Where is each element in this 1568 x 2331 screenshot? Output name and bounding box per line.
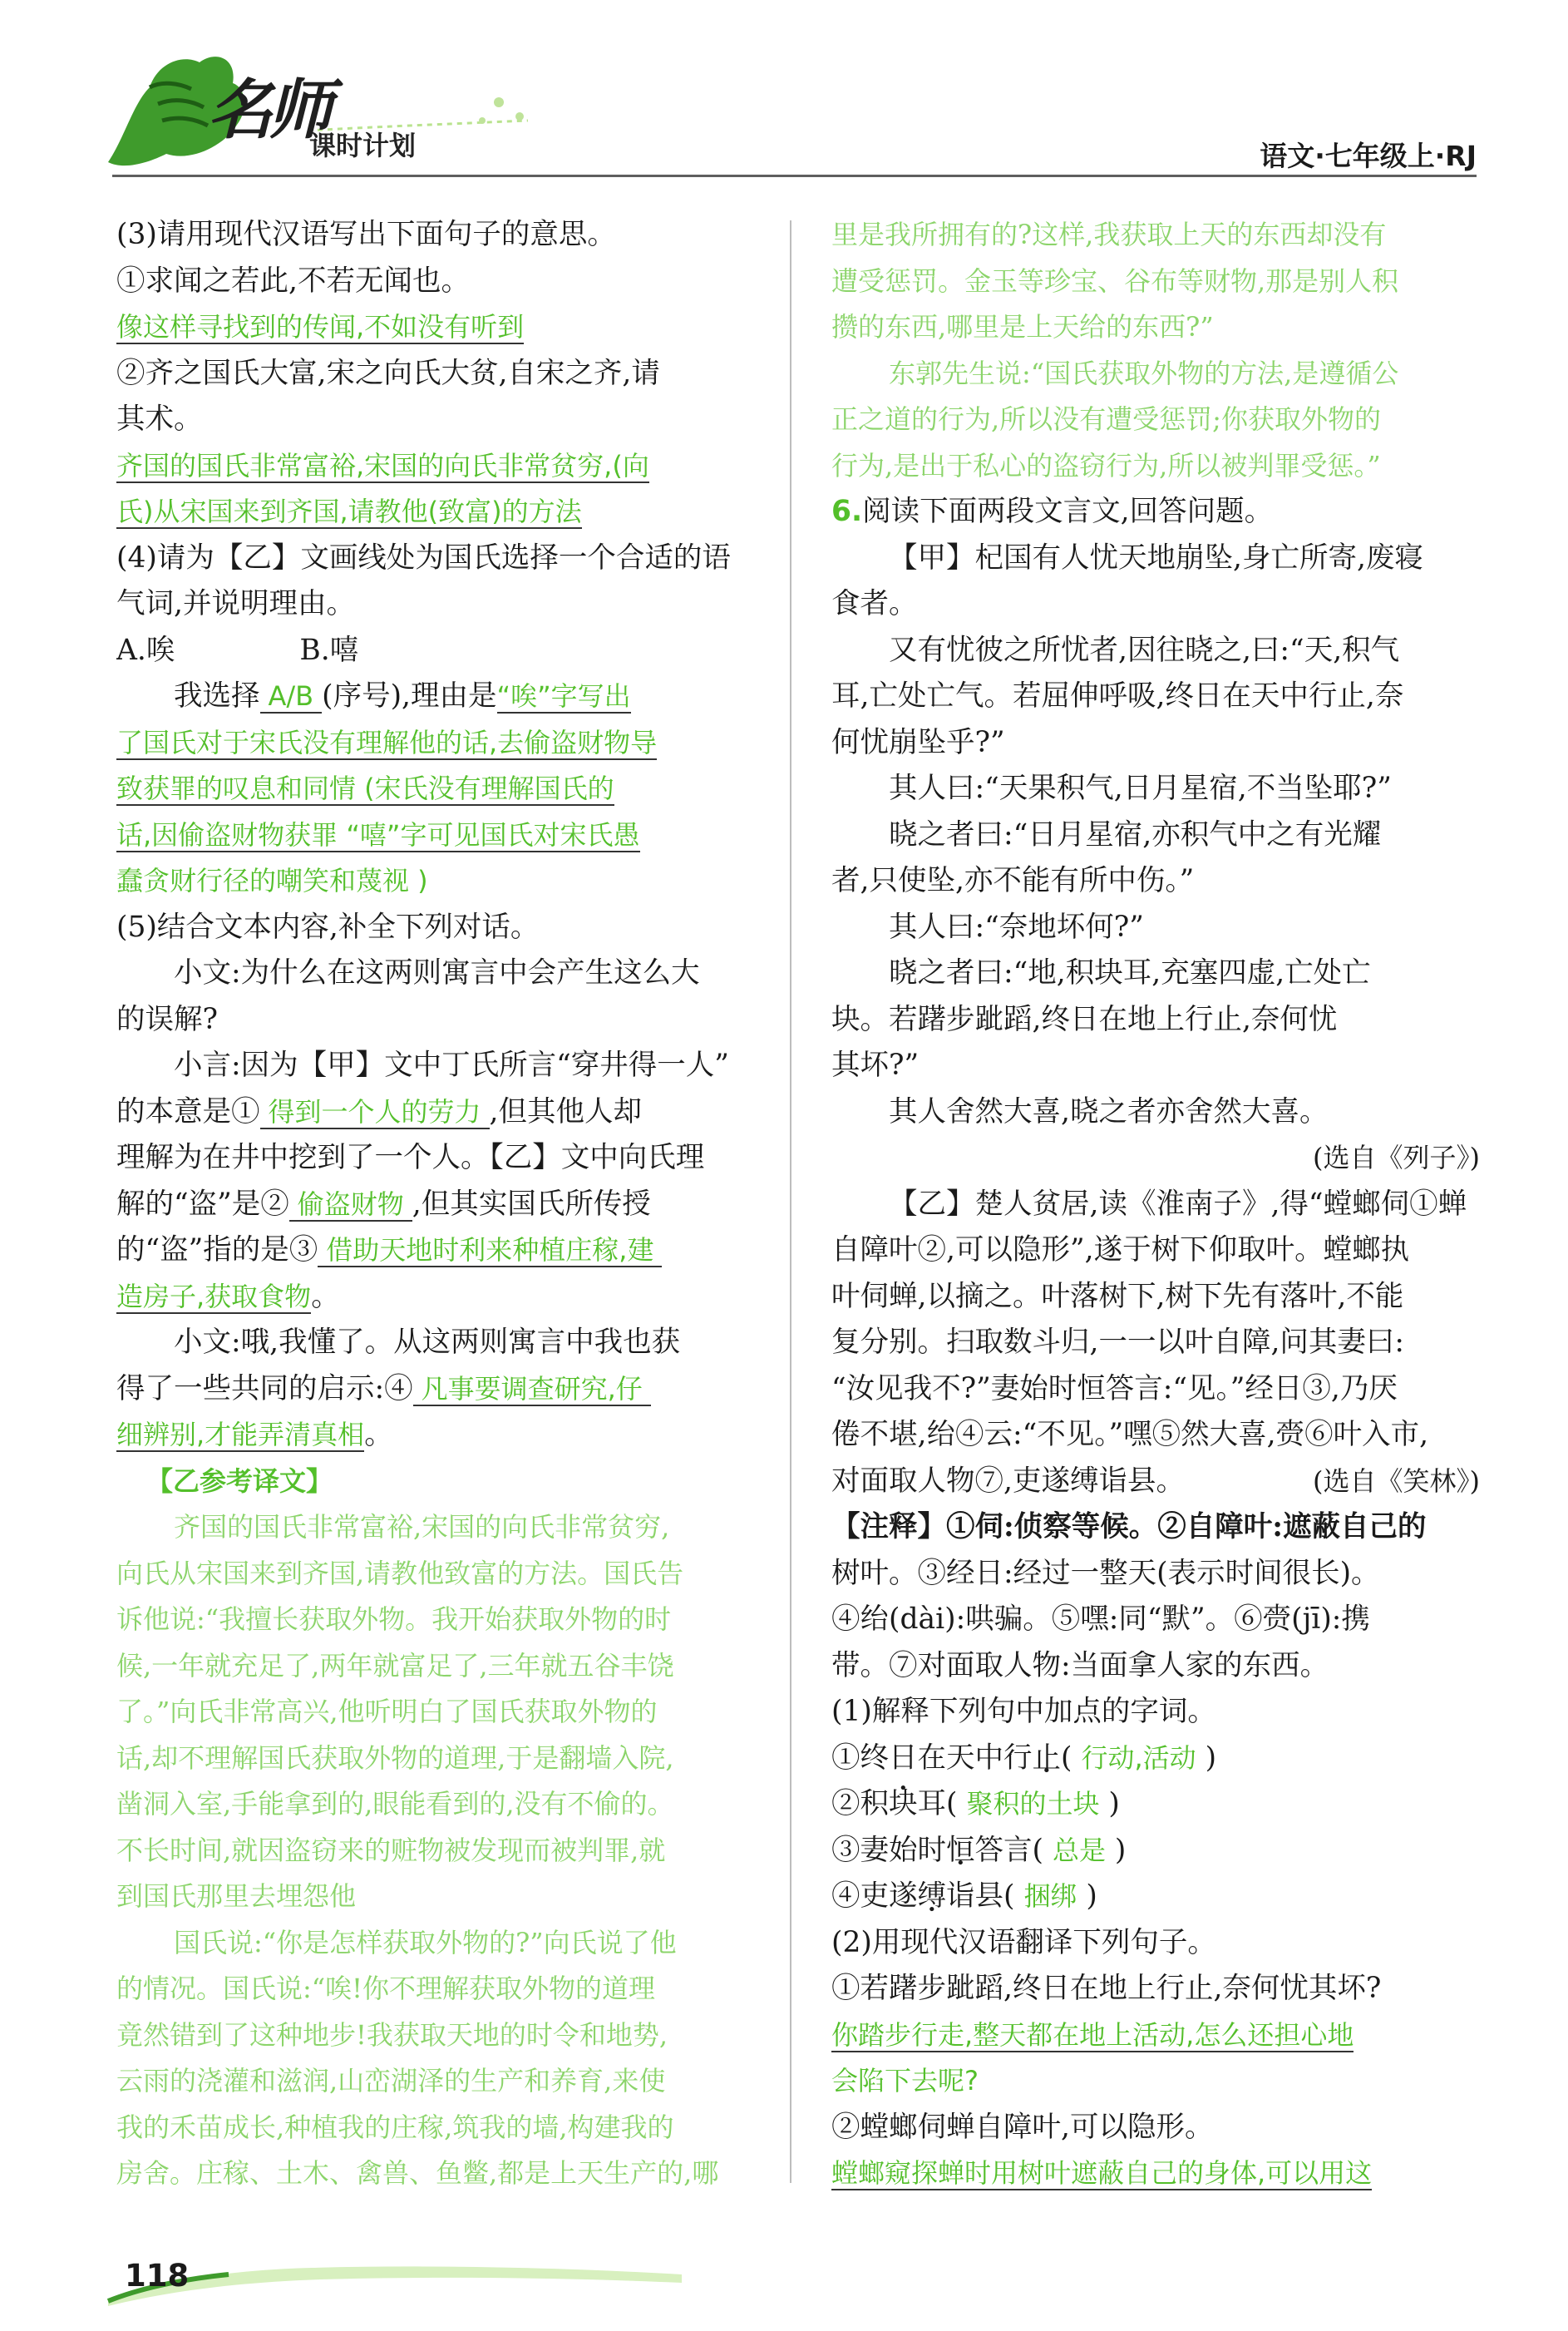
passage-jia: 晓之者曰:“地,积块耳,充塞四虚,亡处亡	[889, 956, 1371, 990]
passage-jia: 何忧崩坠乎?”	[831, 725, 1005, 759]
answer-line: 齐国的国氏非常富裕,宋国的向氏非常贫穷,(向	[116, 449, 649, 482]
blank-4-cont: 细辨别,才能弄清真相	[116, 1419, 365, 1450]
header-rule	[112, 175, 1477, 177]
subject-label: 语文·七年级上·RJ	[1260, 140, 1477, 172]
dialogue-text: 。	[364, 1418, 393, 1451]
dialogue-text: 解的“盗”是②	[116, 1187, 289, 1221]
question-4: (4)请为【乙】文画线处为国氏选择一个合适的语	[116, 541, 731, 575]
passage-yi: 自障叶②,可以隐形”,遂于树下仰取叶。螳螂执	[831, 1233, 1410, 1267]
word-answer: 总是	[1052, 1834, 1106, 1866]
blank-2: 偷盗财物	[289, 1188, 412, 1222]
blank-4: 凡事要调查研究,仔	[413, 1373, 651, 1406]
answer-line: 像这样寻找到的传闻,不如没有听到	[116, 311, 525, 343]
dotted-char: 缚	[917, 1879, 946, 1913]
translation-answer: 螳螂窥探蝉时用树叶遮蔽自己的身体,可以用这	[831, 2157, 1373, 2189]
choose-mid: (序号),理由是	[322, 679, 497, 713]
notes: 树叶。③经日:经过一整天(表示时间很长)。	[831, 1556, 1380, 1590]
dialogue-line: 的误解?	[116, 1002, 218, 1036]
passage-yi: 复分别。扫取数斗归,一一以叶自障,问其妻曰:	[831, 1326, 1405, 1359]
dialogue-line: 小文:为什么在这两则寓言中会产生这么大	[174, 956, 700, 990]
dotted-char: 恒	[946, 1833, 975, 1867]
word-item: )	[1077, 1879, 1097, 1913]
word-answer: 行动,活动	[1081, 1741, 1196, 1774]
dotted-char: 块	[889, 1787, 918, 1820]
dotted-char: 止	[1032, 1741, 1061, 1775]
translate-sentence-1: ①若躇步跐蹈,终日在地上行止,奈何忧其坏?	[831, 1972, 1382, 2005]
notes: 【注释】①伺:侦察等候。②自障叶:遮蔽自己的	[831, 1510, 1427, 1543]
reference-line: 向氏从宋国来到齐国,请教他致富的方法。国氏告	[116, 1557, 684, 1589]
reference-title: 【乙参考译文】	[146, 1464, 333, 1497]
passage-jia: 其人曰:“奈地坏何?”	[889, 910, 1144, 944]
sentence-2: ②齐之国氏大富,宋之向氏大贫,自宋之齐,请	[116, 356, 660, 390]
source-liezi: (选自《列子》)	[1313, 1142, 1480, 1173]
brand-subtitle: 课时计划	[309, 130, 417, 161]
option-b: B.嘻	[299, 633, 359, 667]
passage-yi: 倦不堪,绐④云:“不见。”嘿⑤然大喜,赍⑥叶入市,	[831, 1418, 1429, 1451]
reason-answer: 话,因偷盗财物获罪 “嘻”字可见国氏对宋氏愚	[116, 818, 640, 851]
passage-jia: 块。若躇步跐蹈,终日在地上行止,奈何忧	[831, 1002, 1338, 1036]
right-column	[831, 212, 1480, 2197]
notes: ④绐(dài):哄骗。⑤嘿:同“默”。⑥赍(jī):携	[831, 1603, 1370, 1636]
question-5: (5)结合文本内容,补全下列对话。	[116, 910, 540, 944]
reference-line: 遭受惩罚。金玉等珍宝、谷布等财物,那是别人积	[831, 264, 1399, 297]
sentence-2-cont: 其术。	[116, 402, 203, 436]
word-item: )	[1196, 1741, 1217, 1775]
left-column	[116, 212, 765, 2197]
word-item: 诣县(	[946, 1879, 1024, 1913]
passage-jia: 者,只使坠,亦不能有所中伤。”	[831, 864, 1195, 897]
dialogue-line: 理解为在井中挖到了一个人。【乙】文中向氏理	[116, 1141, 705, 1174]
dialogue-text: ,但其他人却	[489, 1094, 642, 1128]
source-xiaolin: (选自《笑林》)	[1313, 1464, 1480, 1497]
reason-answer: 致获罪的叹息和同情 (宋氏没有理解国氏的	[116, 773, 614, 804]
reference-line: 攒的东西,哪里是上天给的东西?”	[831, 311, 1214, 343]
reference-line: 齐国的国氏非常富裕,宋国的向氏非常贫穷,	[174, 1511, 670, 1543]
sub-question-2: (2)用现代汉语翻译下列句子。	[831, 1925, 1216, 1959]
reference-line: 里是我所拥有的?这样,我获取上天的东西却没有	[831, 219, 1387, 250]
column-divider	[790, 220, 791, 2183]
option-a: A.唉	[116, 633, 175, 667]
dialogue-text: ,但其实国氏所传授	[412, 1187, 651, 1221]
blank-3-cont: 造房子,获取食物	[116, 1280, 312, 1312]
dialogue-text: 。	[311, 1279, 340, 1313]
passage-jia: 其人舍然大喜,晓之者亦舍然大喜。	[889, 1094, 1329, 1128]
passage-jia: 【甲】杞国有人忧天地崩坠,身亡所寄,废寝	[889, 541, 1423, 575]
passage-jia: 食者。	[831, 587, 918, 620]
dialogue-line: 小文:哦,我懂了。从这两则寓言中我也获	[174, 1326, 681, 1359]
reference-line: 凿洞入室,手能拿到的,眼能看到的,没有不偷的。	[116, 1788, 674, 1820]
blank-1: 得到一个人的劳力	[260, 1096, 490, 1129]
reference-line: 行为,是出于私心的盗窃行为,所以被判罪受惩。”	[831, 449, 1381, 482]
reference-line: 诉他说:“我擅长获取外物。我开始获取外物的时	[116, 1603, 672, 1635]
word-item: (	[1061, 1741, 1082, 1775]
choose-label: 我选择	[174, 679, 260, 713]
word-item: ①终日在天中行	[831, 1741, 1033, 1775]
reference-line: 了。”向氏非常高兴,他听明白了国氏获取外物的	[116, 1696, 658, 1727]
passage-jia: 耳,亡处亡气。若屈伸呼吸,终日在天中行止,奈	[831, 679, 1404, 713]
word-item: )	[1105, 1833, 1127, 1867]
reason-answer: 了国氏对于宋氏没有理解他的话,去偷盗财物导	[116, 726, 658, 758]
passage-jia: 其坏?”	[831, 1049, 920, 1082]
reference-line: 正之道的行为,所以没有遭受惩罚;你获取外物的	[831, 403, 1381, 435]
passage-yi: 【乙】楚人贫居,读《淮南子》,得“螳螂伺①蝉	[889, 1187, 1467, 1221]
reference-line: 东郭先生说:“国氏获取外物的方法,是遵循公	[889, 357, 1399, 389]
reference-line: 不长时间,就因盗窃来的赃物被发现而被判罪,就	[116, 1834, 666, 1866]
reference-line: 到国氏那里去埋怨他	[116, 1880, 357, 1912]
question-6: 阅读下面两段文言文,回答问题。	[862, 495, 1274, 528]
reference-line: 话,却不理解国氏获取外物的道理,于是翻墙入院,	[116, 1741, 674, 1774]
reference-line: 候,一年就充足了,两年就富足了,三年就五谷丰饶	[116, 1649, 674, 1682]
dialogue-text: 的“盗”指的是③	[116, 1233, 318, 1267]
translation-answer: 你踏步行走,整天都在地上活动,怎么还担心地	[831, 2018, 1354, 2051]
reference-line: 我的禾苗成长,种植我的庄稼,筑我的墙,构建我的	[116, 2111, 674, 2143]
passage-jia: 晓之者曰:“日月星宿,亦积气中之有光耀	[889, 817, 1382, 852]
brand-title: 名师	[208, 72, 328, 148]
page-number: 118	[125, 2258, 190, 2294]
dialogue-line: 小言:因为【甲】文中丁氏所言“穿井得一人”	[174, 1049, 729, 1082]
notes: 带。⑦对面取人物:当面拿人家的东西。	[831, 1648, 1329, 1682]
dialogue-text: 的本意是①	[116, 1094, 260, 1128]
choice-blank: A/B	[260, 680, 323, 714]
footer-swoosh-icon	[104, 2250, 686, 2308]
word-item: )	[1099, 1787, 1120, 1820]
reference-line: 国氏说:“你是怎样获取外物的?”向氏说了他	[174, 1926, 677, 1958]
translate-sentence-2: ②螳螂伺蝉自障叶,可以隐形。	[831, 2110, 1214, 2144]
word-answer: 聚积的土块	[966, 1788, 1100, 1820]
reference-line: 云雨的浇灌和滋润,山峦湖泽的生产和养育,来使	[116, 2065, 666, 2096]
passage-jia: 又有忧彼之所忧者,因往晓之,曰:“天,积气	[889, 633, 1400, 667]
word-answer: 捆绑	[1023, 1880, 1077, 1912]
word-item: ②积	[831, 1787, 889, 1820]
reason-answer: “唉”字写出	[496, 680, 631, 712]
passage-yi: 对面取人物⑦,吏遂缚诣县。	[831, 1464, 1185, 1498]
question-6-number: 6.	[831, 495, 863, 528]
blank-3: 借助天地时利来种植庄稼,建	[318, 1234, 662, 1267]
reason-answer: 蠢贪财行径的嘲笑和蔑视 )	[116, 858, 765, 905]
answer-line: 氏)从宋国来到齐国,请教他(致富)的方法	[116, 496, 582, 527]
translation-answer: 会陷下去呢?	[831, 2058, 1480, 2105]
passage-yi: “汝见我不?”妻始时恒答言:“见。”经日③,乃厌	[831, 1371, 1398, 1405]
passage-jia: 其人曰:“天果积气,日月星宿,不当坠耶?”	[889, 772, 1392, 805]
question-3: (3)请用现代汉语写出下面句子的意思。	[116, 218, 616, 251]
word-item: ④吏遂	[831, 1879, 918, 1913]
sentence-1: ①求闻之若此,不若无闻也。	[116, 264, 470, 298]
reference-line: 竟然错到了这种地步!我获取天地的时令和地势,	[116, 2018, 668, 2051]
question-4-cont: 气词,并说明理由。	[116, 587, 355, 620]
word-item: 答言(	[974, 1833, 1053, 1867]
word-item: ③妻始时	[831, 1833, 946, 1867]
word-item: 耳(	[917, 1787, 967, 1820]
page-header	[0, 0, 1568, 179]
dialogue-text: 得了一些共同的启示:④	[116, 1371, 413, 1405]
reference-line: 房舍。庄稼、土木、禽兽、鱼鳖,都是上天生产的,哪	[116, 2157, 719, 2189]
reference-line: 的情况。国氏说:“唉!你不理解获取外物的道理	[116, 1973, 656, 2004]
sub-question-1: (1)解释下列句中加点的字词。	[831, 1695, 1216, 1728]
passage-yi: 叶伺蝉,以摘之。叶落树下,树下先有落叶,不能	[831, 1279, 1404, 1313]
